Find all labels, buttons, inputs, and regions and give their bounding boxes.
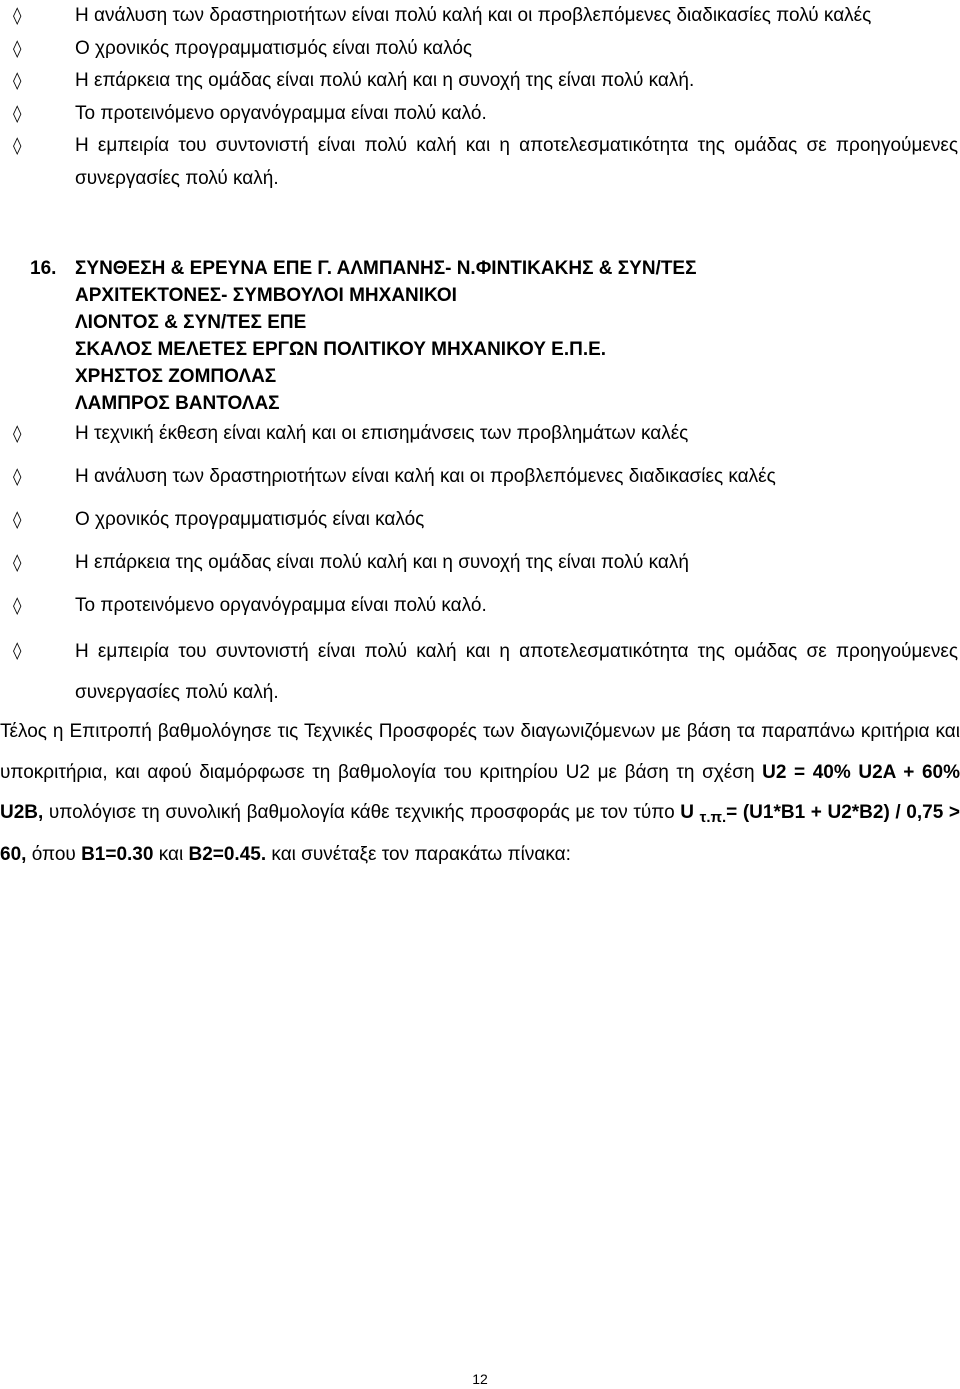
section-heading-line: ΛΙΟΝΤΟΣ & ΣΥΝ/ΤΕΣ ΕΠΕ: [75, 312, 307, 333]
list-item-text: Η εμπειρία του συντονιστή είναι πολύ καλή και η αποτελεσματικότητα της ομάδας σε προηγούμενες συνεργασίες πολύ καλή.: [75, 135, 958, 189]
diamond-bullet-icon: ◊: [13, 6, 22, 26]
evaluation-paragraph: [0, 712, 960, 875]
list-item-text: Το προτεινόμενο οργανόγραμμα είναι πολύ καλό.: [75, 595, 487, 616]
section-heading: [30, 255, 697, 417]
weight-b2: B2=0.45.: [188, 843, 267, 865]
formula-total-subscript: τ.π.: [699, 809, 727, 826]
diamond-bullet-icon: ◊: [13, 71, 22, 91]
formula-total-prefix: U: [680, 802, 700, 823]
criteria-list-section-16: [0, 416, 960, 720]
diamond-bullet-icon: ◊: [13, 424, 22, 444]
section-heading-line: ΛΑΜΠΡΟΣ ΒΑΝΤΟΛΑΣ: [75, 393, 280, 414]
diamond-bullet-icon: ◊: [13, 38, 22, 59]
list-item-text: Ο χρονικός προγραμματισμός είναι πολύ καλός: [75, 37, 473, 59]
list-item: [0, 416, 960, 452]
paragraph-text: υπολόγισε τη συνολική βαθμολογία κάθε τεχνικής προσφοράς με τον τύπο: [43, 802, 681, 823]
diamond-bullet-icon: ◊: [13, 641, 22, 661]
diamond-bullet-icon: ◊: [13, 510, 22, 530]
section-heading-line: ΣΚΑΛΟΣ ΜΕΛΕΤΕΣ ΕΡΓΩΝ ΠΟΛΙΤΙΚΟΥ ΜΗΧΑΝΙΚΟΥ Ε.Π.Ε.: [75, 339, 607, 360]
section-number: 16.: [30, 258, 57, 279]
list-item: [0, 502, 960, 538]
section-title: ΣΥΝΘΕΣΗ & ΕΡΕΥΝΑ ΕΠΕ Γ. ΑΛΜΠΑΝΗΣ- Ν.ΦΙΝΤΙΚΑΚΗΣ & ΣΥΝ/ΤΕΣ: [75, 258, 697, 279]
diamond-bullet-icon: ◊: [13, 103, 22, 124]
section-heading-line: [30, 255, 697, 282]
list-item: [0, 33, 960, 66]
list-item: [0, 459, 960, 495]
list-item-text: Η ανάλυση των δραστηριοτήτων είναι καλή και οι προβλεπόμενες διαδικασίες καλές: [75, 466, 776, 487]
section-heading-line: ΑΡΧΙΤΕΚΤΟΝΕΣ- ΣΥΜΒΟΥΛΟΙ ΜΗΧΑΝΙΚΟΙ: [75, 285, 457, 306]
paragraph-text: και συνέταξε τον παρακάτω πίνακα:: [266, 843, 571, 865]
formula-u2: U2 = 40% U2A + 60% U2B,: [0, 761, 960, 823]
list-item-text: Το προτεινόμενο οργανόγραμμα είναι πολύ καλό.: [75, 102, 487, 124]
list-item: [0, 130, 960, 195]
list-item-text: Η τεχνική έκθεση είναι καλή και οι επισημάνσεις των προβλημάτων καλές: [75, 423, 689, 444]
diamond-bullet-icon: ◊: [13, 467, 22, 487]
list-item-text: Η ανάλυση των δραστηριοτήτων είναι πολύ καλή και οι προβλεπόμενες διαδικασίες πολύ καλές: [75, 5, 872, 26]
list-item: [0, 631, 960, 713]
list-item-text: Ο χρονικός προγραμματισμός είναι καλός: [75, 509, 425, 530]
list-item-text: Η επάρκεια της ομάδας είναι πολύ καλή και η συνοχή της είναι πολύ καλή: [75, 552, 689, 573]
diamond-bullet-icon: ◊: [13, 136, 22, 156]
list-item: [0, 98, 960, 131]
list-item-text: Η επάρκεια της ομάδας είναι πολύ καλή και η συνοχή της είναι πολύ καλή.: [75, 70, 695, 91]
section-heading-line: ΧΡΗΣΤΟΣ ΖΟΜΠΟΛΑΣ: [75, 366, 277, 387]
criteria-list-previous: [0, 0, 960, 195]
list-item: [0, 65, 960, 98]
list-item: [0, 545, 960, 581]
list-item-text: Η εμπειρία του συντονιστή είναι πολύ καλή και η αποτελεσματικότητα της ομάδας σε προηγούμενες συνεργασίες πολύ καλή.: [75, 641, 958, 703]
weight-b1: B1=0.30: [81, 843, 154, 865]
diamond-bullet-icon: ◊: [13, 596, 22, 616]
paragraph-text: και: [153, 843, 189, 865]
paragraph-text: όπου: [26, 843, 82, 865]
list-item: [0, 588, 960, 624]
diamond-bullet-icon: ◊: [13, 553, 22, 573]
page-number: 12: [472, 1371, 488, 1387]
formula-total: = (U1*B1 + U2*B2) / 0,75 > 60,: [0, 802, 960, 865]
paragraph-text: Τέλος η Επιτροπή βαθμολόγησε τις Τεχνικές Προσφορές των διαγωνιζόμενων με βάση τα παραπάνω κριτήρια και υποκριτήρια, και αφού διαμόρφωσε τη βαθμολογία του κριτηρίου U2 με βάση τη σχέση: [0, 721, 960, 783]
list-item: [0, 0, 960, 33]
